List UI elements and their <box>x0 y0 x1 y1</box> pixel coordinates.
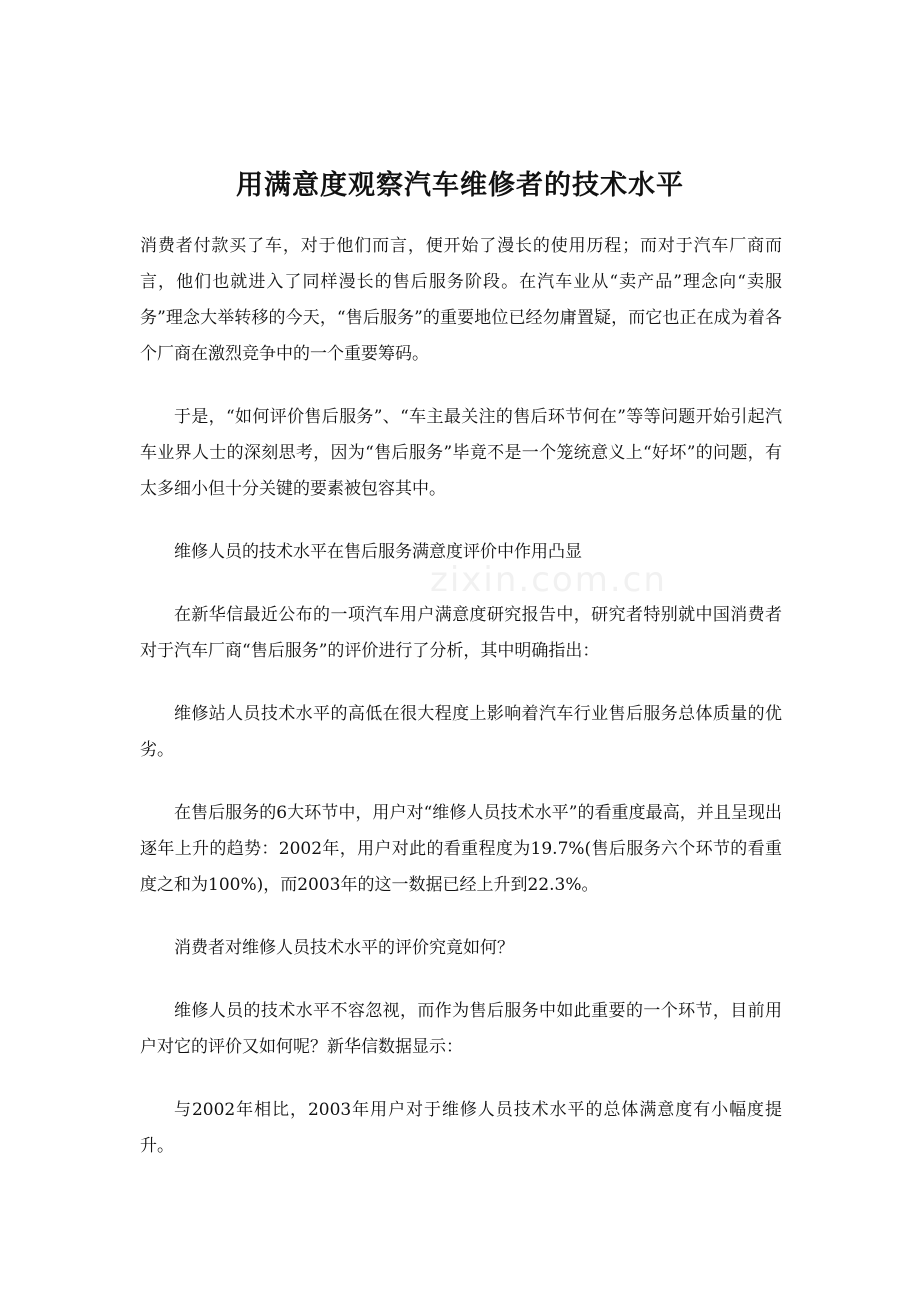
paragraph-3: 在新华信最近公布的一项汽车用户满意度研究报告中，研究者特别就中国消费者对于汽车厂商“售后服务”的评价进行了分析，其中明确指出： <box>140 605 782 661</box>
paragraph-6: 维修人员的技术水平不容忽视，而作为售后服务中如此重要的一个环节，目前用户对它的评价又如何呢？新华信数据显示： <box>140 1001 782 1057</box>
paragraph-2: 于是，“如何评价售后服务”、“车主最关注的售后环节何在”等等问题开始引起汽车业界人士的深刻思考，因为“售后服务”毕竟不是一个笼统意义上“好坏”的问题，有太多细小但十分关键的要素被包容其中。 <box>140 407 782 499</box>
section-heading-evaluation: 消费者对维修人员技术水平的评价究竟如何？ <box>174 938 514 958</box>
watermark: zixin.com.cn <box>430 560 667 600</box>
document-body <box>140 228 782 1191</box>
paragraph-1: 消费者付款买了车，对于他们而言，便开始了漫长的使用历程；而对于汽车厂商而言，他们也就进入了同样漫长的售后服务阶段。在汽车业从“卖产品”理念向“卖服务”理念大举转移的今天，“售后服务”的重要地位已经勿庸置疑，而它也正在成为着各个厂商在激烈竞争中的一个重要筹码。 <box>140 236 782 364</box>
section-heading-role: 维修人员的技术水平在售后服务满意度评价中作用凸显 <box>174 542 582 562</box>
paragraph-5: 在售后服务的6大环节中，用户对“维修人员技术水平”的看重度最高，并且呈现出逐年上升的趋势：2002年，用户对此的看重程度为19.7%(售后服务六个环节的看重度之和为100%)，而2003年的这一数据已经上升到22.3%。 <box>140 803 782 895</box>
document-title: 用满意度观察汽车维修者的技术水平 <box>236 170 684 201</box>
paragraph-4: 维修站人员技术水平的高低在很大程度上影响着汽车行业售后服务总体质量的优劣。 <box>140 704 782 760</box>
paragraph-7: 与2002年相比，2003年用户对于维修人员技术水平的总体满意度有小幅度提升。 <box>140 1100 782 1156</box>
